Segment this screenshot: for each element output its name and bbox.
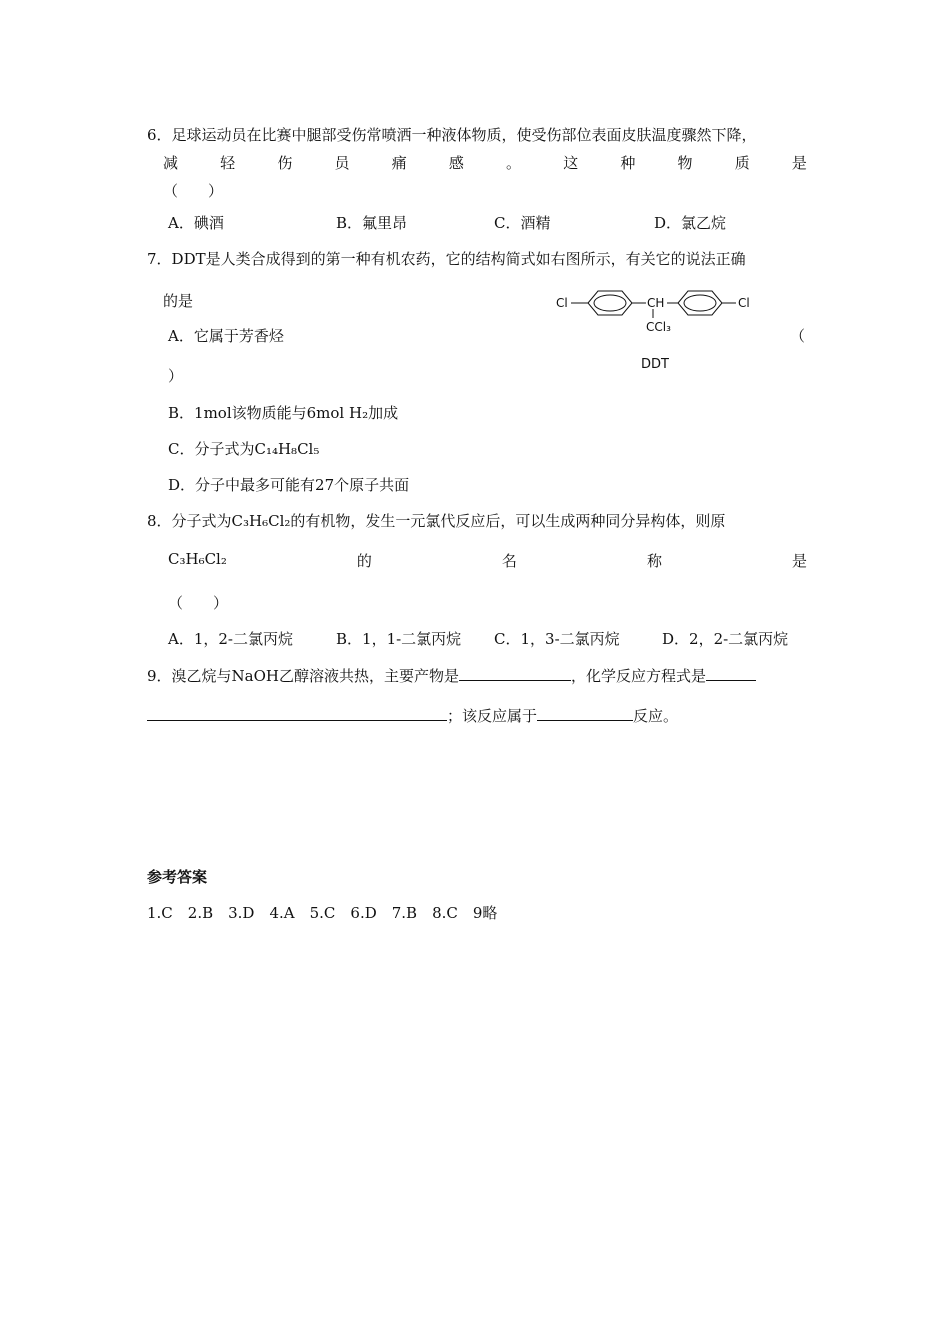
- q6-line2: [163, 152, 807, 173]
- q8-option-a[interactable]: A．1，2-二氯丙烷: [168, 630, 293, 648]
- q6-line2-char: 员: [334, 154, 350, 172]
- ddt-left-cl: Cl: [556, 296, 568, 310]
- q6-option-b[interactable]: B．氟里昂: [336, 214, 408, 232]
- q8-word-ming: 名: [501, 552, 517, 570]
- q6-line2-char: 。: [506, 154, 522, 172]
- q7-line2: 的是: [163, 292, 194, 310]
- answers-line: 1.C 2.B 3.D 4.A 5.C 6.D 7.B 8.C 9略: [147, 904, 498, 922]
- q6-option-c[interactable]: C．酒精: [494, 214, 551, 232]
- q8-option-b[interactable]: B．1，1-二氯丙烷: [336, 630, 462, 648]
- q9-line1: [147, 665, 756, 686]
- q9-line2: [147, 705, 678, 726]
- q9-blank-reaction-type[interactable]: [537, 705, 633, 721]
- ddt-right-cl: Cl: [738, 296, 750, 310]
- q6-answer-paren: （ ）: [163, 182, 224, 200]
- q6-line2-char: 是: [791, 154, 807, 172]
- q6-line2-char: 痛: [391, 154, 407, 172]
- q6-line2-char: 这: [563, 154, 579, 172]
- q9-blank-equation-start[interactable]: [706, 665, 756, 681]
- q8-word-shi: 是: [791, 552, 807, 570]
- q6-line2-char: 质: [734, 154, 750, 172]
- ddt-ch: CH: [647, 296, 665, 310]
- q9-text-3: ；该反应属于: [447, 707, 538, 725]
- q7-paren-close: ）: [168, 367, 184, 385]
- q6-option-a[interactable]: A．碘酒: [168, 214, 224, 232]
- ddt-structure-diagram: [550, 282, 760, 374]
- q6-line2-char: 伤: [277, 154, 293, 172]
- q9-text-2: ，化学反应方程式是: [571, 667, 707, 685]
- q6-option-d[interactable]: D．氯乙烷: [654, 214, 727, 232]
- q6-line2-char: 感: [448, 154, 464, 172]
- q9-blank-product[interactable]: [459, 665, 571, 681]
- q8-word-cheng: 称: [646, 552, 662, 570]
- q6-line2-char: 轻: [220, 154, 236, 172]
- ddt-ccl3: CCl₃: [646, 320, 671, 334]
- q9-text-4: 反应。: [633, 707, 679, 725]
- q8-word-de: 的: [356, 552, 372, 570]
- q8-answer-paren: （ ）: [168, 594, 229, 612]
- q6-line1: 6．足球运动员在比赛中腿部受伤常喷洒一种液体物质，使受伤部位表面皮肤温度骤然下降，: [147, 126, 757, 144]
- ddt-benzene-right: [678, 291, 722, 315]
- q8-option-d[interactable]: D．2，2-二氯丙烷: [662, 630, 789, 648]
- q7-paren-open: （: [790, 327, 806, 345]
- ddt-caption: DDT: [641, 357, 669, 372]
- q9-text-1: 9．溴乙烷与NaOH乙醇溶液共热，主要产物是: [147, 667, 459, 685]
- q8-option-c[interactable]: C．1，3-二氯丙烷: [494, 630, 620, 648]
- answers-heading: 参考答案: [147, 868, 208, 886]
- q7-line1: 7．DDT是人类合成得到的第一种有机农药，它的结构简式如右图所示，有关它的说法正确: [147, 250, 746, 268]
- q7-option-a[interactable]: A．它属于芳香烃: [168, 327, 284, 345]
- q6-line2-char: 物: [677, 154, 693, 172]
- q7-option-d[interactable]: D．分子中最多可能有27个原子共面: [168, 476, 410, 494]
- q6-line2-char: 种: [620, 154, 636, 172]
- q7-option-b[interactable]: B．1mol该物质能与6mol H₂加成: [168, 404, 399, 422]
- q7-option-c[interactable]: C．分子式为C₁₄H₈Cl₅: [168, 440, 320, 458]
- ddt-benzene-left: [588, 291, 632, 315]
- q9-blank-equation[interactable]: [147, 705, 447, 721]
- q8-line1: 8．分子式为C₃H₆Cl₂的有机物，发生一元氯代反应后，可以生成两种同分异构体，则原: [147, 512, 726, 530]
- q8-formula: C₃H₆Cl₂: [168, 550, 227, 568]
- q8-line2: [168, 550, 807, 571]
- q6-line2-char: 减: [163, 154, 179, 172]
